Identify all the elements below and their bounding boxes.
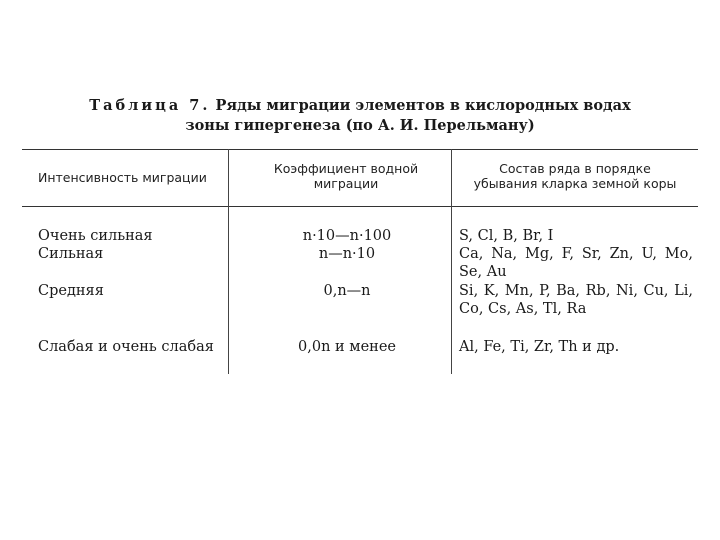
row-1-coefficient: n·10—n·100 bbox=[302, 228, 392, 244]
header-bottom-rule bbox=[22, 206, 698, 207]
caption-title: Ряды миграции элементов в кислородных водах bbox=[215, 97, 631, 114]
row-3-coefficient: 0,n—n bbox=[323, 283, 371, 299]
header-composition: Состав ряда в порядке убывания кларка земной коры bbox=[473, 161, 677, 191]
row-1-intensity: Очень сильная bbox=[38, 228, 153, 244]
table-caption bbox=[0, 96, 720, 136]
table-number: Таблица 7. bbox=[89, 97, 211, 114]
header-intensity: Интенсивность миграции bbox=[38, 170, 207, 185]
row-2-coefficient: n—n·10 bbox=[318, 246, 376, 262]
row-3-intensity: Средняя bbox=[38, 283, 104, 299]
row-2-intensity: Сильная bbox=[38, 246, 104, 262]
row-2-composition: Ca, Na, Mg, F, Sr, Zn, U, Mo, Se, Au bbox=[459, 246, 693, 280]
row-4-composition: Al, Fe, Ti, Zr, Th и др. bbox=[459, 339, 620, 355]
caption-line-1 bbox=[0, 96, 720, 116]
table-top-rule bbox=[22, 149, 698, 150]
header-coefficient: Коэффициент водной миграции bbox=[273, 161, 419, 191]
migration-table bbox=[22, 149, 698, 374]
caption-line-2: зоны гипергенеза (по А. И. Перельману) bbox=[185, 117, 535, 134]
row-4-coefficient: 0,0n и менее bbox=[298, 339, 396, 355]
row-1-composition: S, Cl, B, Br, I bbox=[459, 228, 554, 244]
row-4-intensity: Слабая и очень слабая bbox=[38, 339, 214, 355]
row-3-composition: Si, K, Mn, P, Ba, Rb, Ni, Cu, Li, Co, Cs, As, Tl, Ra bbox=[459, 283, 693, 317]
